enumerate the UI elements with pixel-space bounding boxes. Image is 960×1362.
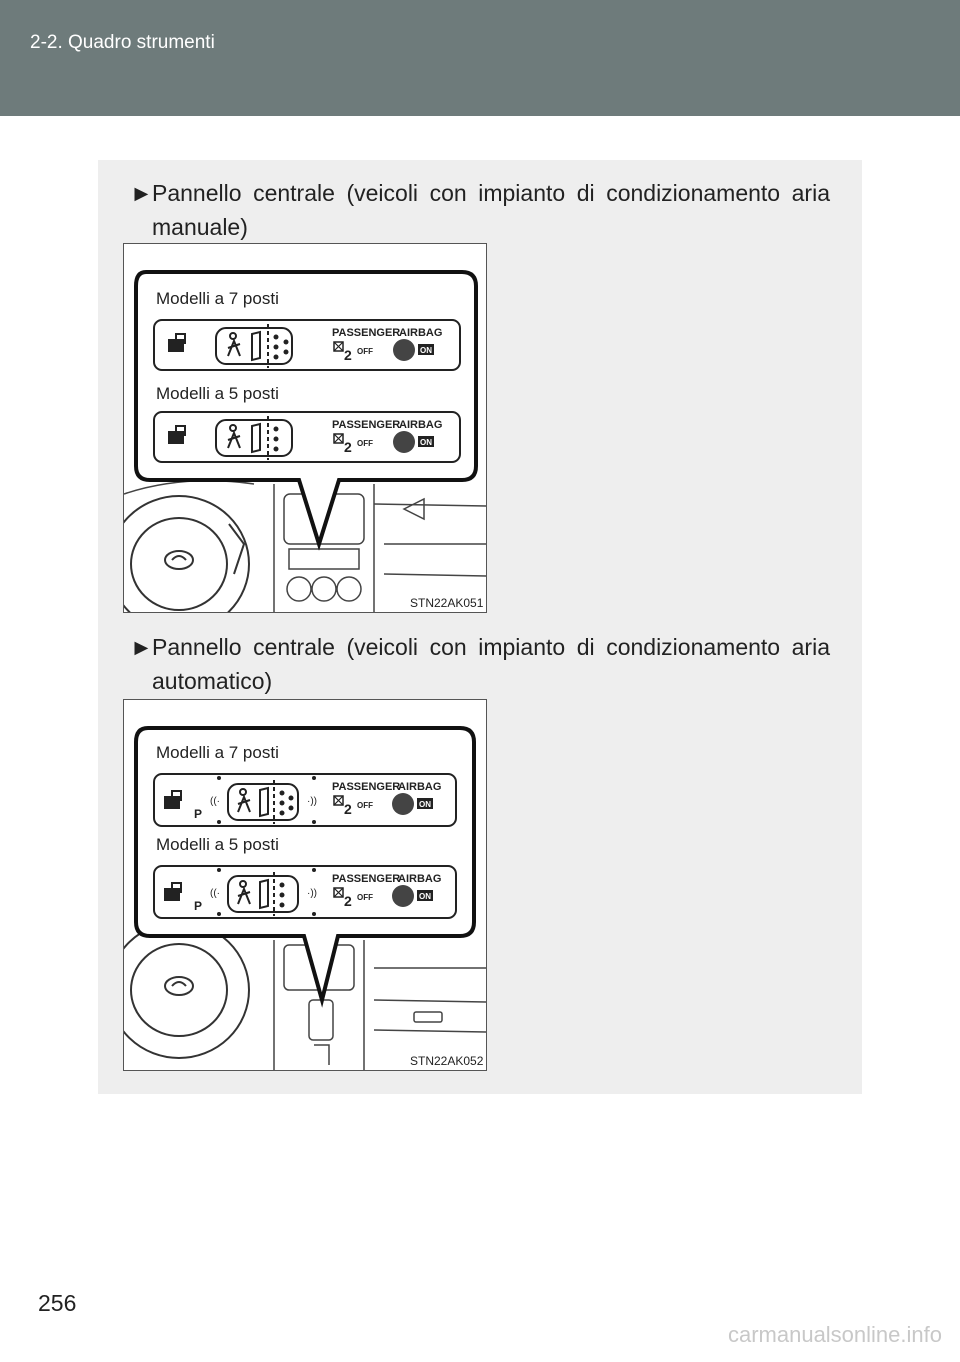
parking-sensor-icon: P bbox=[194, 807, 203, 821]
label-7-seats: Modelli a 7 posti bbox=[156, 743, 279, 762]
airbag-on-icon bbox=[392, 793, 414, 815]
svg-text:ON: ON bbox=[420, 438, 432, 447]
watermark: carmanualsonline.info bbox=[727, 1322, 942, 1347]
bullet-text: Pannello centrale (veicoli con impianto di condizionamento aria manuale) bbox=[152, 180, 830, 240]
sensor-right-icon: ·)) bbox=[307, 888, 317, 899]
svg-text:ON: ON bbox=[420, 346, 432, 355]
svg-text:2: 2 bbox=[344, 347, 352, 363]
airbag-label: AIRBAG bbox=[398, 873, 442, 885]
figure-code: STN22AK052 bbox=[410, 1054, 484, 1068]
sensor-right-icon: ·)) bbox=[307, 796, 317, 807]
svg-text:2: 2 bbox=[344, 439, 352, 455]
figure-manual-ac bbox=[123, 243, 487, 613]
page-header bbox=[0, 0, 960, 116]
steering-wheel-icon bbox=[124, 922, 249, 1058]
page-number: 256 bbox=[38, 1290, 77, 1316]
figure-automatic-ac bbox=[123, 699, 487, 1071]
label-5-seats: Modelli a 5 posti bbox=[156, 835, 279, 854]
bullet-marker: ► bbox=[130, 634, 153, 660]
passenger-label: PASSENGER bbox=[332, 327, 401, 339]
parking-sensor-icon: P bbox=[194, 899, 203, 913]
bullet-manual-ac bbox=[130, 176, 830, 244]
passenger-label: PASSENGER bbox=[332, 781, 401, 793]
airbag-label: AIRBAG bbox=[398, 781, 442, 793]
label-7-seats: Modelli a 7 posti bbox=[156, 289, 279, 308]
sensor-left-icon: ((· bbox=[210, 796, 220, 807]
svg-text:OFF: OFF bbox=[357, 439, 373, 448]
figure-manual-ac-illustration bbox=[124, 244, 486, 612]
bullet-automatic-ac bbox=[130, 630, 830, 698]
passenger-label: PASSENGER bbox=[332, 873, 401, 885]
sensor-left-icon: ((· bbox=[210, 888, 220, 899]
svg-text:2: 2 bbox=[344, 801, 352, 817]
passenger-label: PASSENGER bbox=[332, 419, 401, 431]
svg-text:OFF: OFF bbox=[357, 347, 373, 356]
figure-code: STN22AK051 bbox=[410, 596, 484, 610]
airbag-on-icon bbox=[393, 339, 415, 361]
steering-wheel-icon bbox=[124, 496, 249, 612]
svg-text:ON: ON bbox=[419, 800, 431, 809]
callout-bubble bbox=[136, 272, 476, 544]
svg-text:ON: ON bbox=[419, 892, 431, 901]
airbag-label: AIRBAG bbox=[399, 327, 443, 339]
callout-bubble bbox=[136, 728, 474, 1000]
svg-text:2: 2 bbox=[344, 893, 352, 909]
svg-text:OFF: OFF bbox=[357, 893, 373, 902]
airbag-on-icon bbox=[392, 885, 414, 907]
bullet-text: Pannello centrale (veicoli con impianto di condizionamento aria automatico) bbox=[152, 634, 830, 694]
bullet-marker: ► bbox=[130, 180, 153, 206]
airbag-label: AIRBAG bbox=[399, 419, 443, 431]
figure-automatic-ac-illustration bbox=[124, 700, 486, 1070]
label-5-seats: Modelli a 5 posti bbox=[156, 384, 279, 403]
section-title: 2-2. Quadro strumenti bbox=[30, 32, 215, 53]
airbag-on-icon bbox=[393, 431, 415, 453]
svg-text:OFF: OFF bbox=[357, 801, 373, 810]
